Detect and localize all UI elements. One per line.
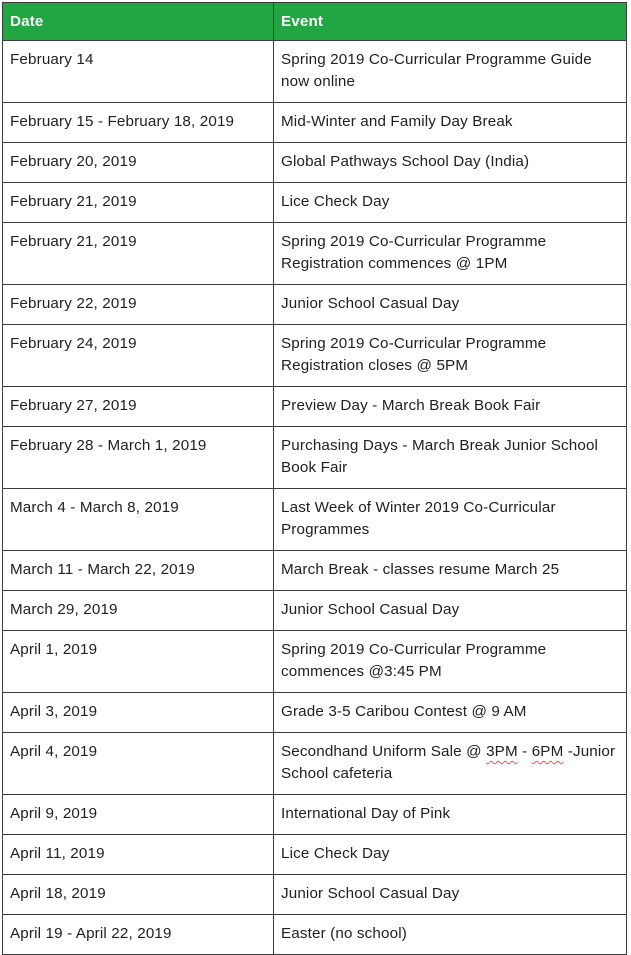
event-cell: Lice Check Day — [274, 183, 627, 223]
event-cell: Mid-Winter and Family Day Break — [274, 103, 627, 143]
date-cell: February 21, 2019 — [3, 223, 274, 285]
table-row — [3, 41, 627, 103]
event-cell: Preview Day - March Break Book Fair — [274, 387, 627, 427]
table-row — [3, 143, 627, 183]
event-cell: March Break - classes resume March 25 — [274, 551, 627, 591]
date-cell: February 22, 2019 — [3, 285, 274, 325]
event-cell: Global Pathways School Day (India) — [274, 143, 627, 183]
table-row — [3, 693, 627, 733]
event-cell: International Day of Pink — [274, 795, 627, 835]
table-row — [3, 835, 627, 875]
table-row — [3, 325, 627, 387]
table-row — [3, 733, 627, 795]
date-cell: April 9, 2019 — [3, 795, 274, 835]
table-row — [3, 387, 627, 427]
date-cell: February 21, 2019 — [3, 183, 274, 223]
spellcheck-flagged-end-time: 6PM — [531, 743, 564, 760]
event-text-suffix: -Junior School cafeteria — [281, 743, 616, 782]
event-cell: Spring 2019 Co-Curricular Programme Registration commences @ 1PM — [274, 223, 627, 285]
event-cell: Junior School Casual Day — [274, 285, 627, 325]
event-cell: Spring 2019 Co-Curricular Programme Guide now online — [274, 41, 627, 103]
event-cell: Spring 2019 Co-Curricular Programme Registration closes @ 5PM — [274, 325, 627, 387]
date-cell: February 27, 2019 — [3, 387, 274, 427]
date-cell: March 11 - March 22, 2019 — [3, 551, 274, 591]
event-cell: Lice Check Day — [274, 835, 627, 875]
events-table — [2, 2, 627, 955]
date-cell: February 20, 2019 — [3, 143, 274, 183]
date-cell: April 11, 2019 — [3, 835, 274, 875]
date-cell: April 1, 2019 — [3, 631, 274, 693]
table-row — [3, 795, 627, 835]
event-cell: Easter (no school) — [274, 915, 627, 955]
table-row — [3, 183, 627, 223]
table-row — [3, 551, 627, 591]
event-column-header: Event — [274, 3, 627, 41]
event-cell: Junior School Casual Day — [274, 591, 627, 631]
date-cell: April 4, 2019 — [3, 733, 274, 795]
date-cell: March 4 - March 8, 2019 — [3, 489, 274, 551]
spellcheck-flagged-start-time: 3PM — [486, 743, 518, 760]
table-row — [3, 223, 627, 285]
table-row — [3, 915, 627, 955]
event-cell: Junior School Casual Day — [274, 875, 627, 915]
table-row — [3, 875, 627, 915]
table-row — [3, 631, 627, 693]
table-row — [3, 591, 627, 631]
table-row — [3, 427, 627, 489]
event-cell: Last Week of Winter 2019 Co-Curricular Programmes — [274, 489, 627, 551]
table-row — [3, 285, 627, 325]
date-cell: February 28 - March 1, 2019 — [3, 427, 274, 489]
header-row — [3, 3, 627, 41]
date-cell: April 18, 2019 — [3, 875, 274, 915]
date-cell: February 15 - February 18, 2019 — [3, 103, 274, 143]
event-cell: Spring 2019 Co-Curricular Programme commences @3:45 PM — [274, 631, 627, 693]
table-row — [3, 489, 627, 551]
event-text-separator: - — [517, 743, 532, 760]
date-cell: February 24, 2019 — [3, 325, 274, 387]
event-cell: Purchasing Days - March Break Junior School Book Fair — [274, 427, 627, 489]
table-row — [3, 103, 627, 143]
event-cell — [274, 733, 627, 795]
event-cell: Grade 3-5 Caribou Contest @ 9 AM — [274, 693, 627, 733]
date-cell: April 19 - April 22, 2019 — [3, 915, 274, 955]
date-cell: March 29, 2019 — [3, 591, 274, 631]
date-cell: February 14 — [3, 41, 274, 103]
date-column-header: Date — [3, 3, 274, 41]
date-cell: April 3, 2019 — [3, 693, 274, 733]
event-text-prefix: Secondhand Uniform Sale @ — [281, 743, 487, 760]
